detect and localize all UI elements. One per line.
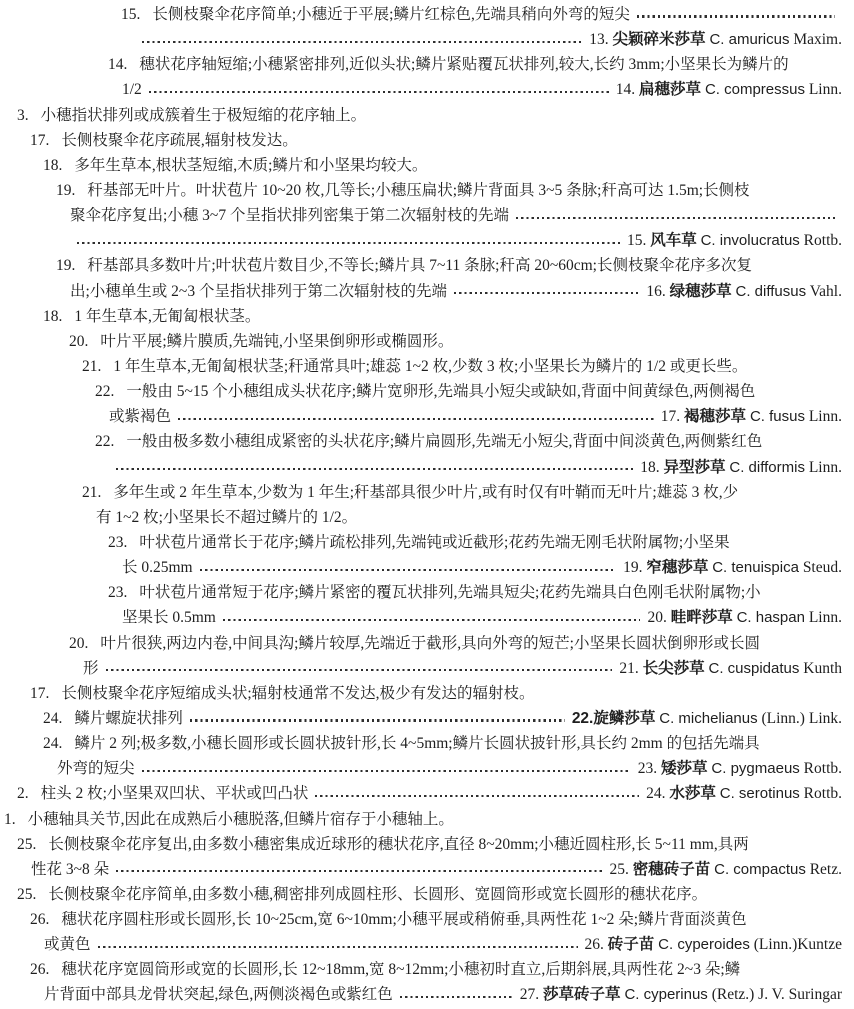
species-author: Retz.: [809, 860, 842, 878]
couplet-number: 26.: [30, 911, 50, 929]
species-name-latin: C. difformis: [729, 458, 805, 476]
species-name-latin: C. fusus: [749, 408, 805, 426]
key-line-text: 性花 3~8 朵: [31, 860, 110, 878]
key-line: [0, 2, 854, 27]
key-line-text: 长侧枝聚伞花序复出,由多数小穗密集成近球形的穗状花序,直径 8~20mm;小穗近圆柱形,长 5~11 mm,具两: [48, 835, 749, 853]
species-author: (Linn.) Link.: [761, 709, 842, 727]
key-line: [0, 52, 854, 77]
species-name-cn: 扁穗莎草: [639, 81, 702, 99]
key-line: [0, 228, 854, 253]
species-name-latin: C. serotinus: [719, 785, 800, 803]
species-number: 26.: [584, 936, 604, 954]
key-line: [0, 77, 854, 102]
key-line: [0, 756, 854, 781]
couplet-number: 24.: [43, 709, 63, 727]
species-author: Rottb.: [803, 232, 842, 250]
couplet-number: 25.: [17, 835, 37, 853]
species-entry: [623, 555, 842, 580]
species-name-cn: 褐穗莎草: [684, 408, 747, 426]
species-author: (Retz.) J. V. Suringar: [711, 986, 842, 1004]
key-line-text: 小穗轴具关节,因此在成熟后小穗脱落,但鳞片宿存于小穗轴上。: [27, 810, 454, 828]
species-name-latin: C. haspan: [736, 609, 805, 627]
key-line: [0, 429, 854, 454]
species-name-latin: C. cyperoides: [658, 936, 750, 954]
species-author: (Linn.)Kuntze: [753, 936, 842, 954]
dot-leader: [637, 15, 835, 17]
dot-leader: [77, 242, 620, 244]
key-line: [0, 656, 854, 681]
species-name-latin: C. michelianus: [659, 709, 758, 727]
key-line: [0, 907, 854, 932]
dot-leader: [98, 946, 578, 948]
key-line-text: 形: [83, 659, 99, 677]
dot-leader: [142, 41, 582, 43]
species-name-cn: 莎草砖子草: [543, 986, 621, 1004]
species-name-cn: 矮莎草: [661, 760, 708, 778]
key-line: [0, 379, 854, 404]
dot-leader: [315, 795, 639, 797]
couplet-number: 22.: [95, 433, 115, 451]
couplet-number: 25.: [17, 885, 37, 903]
key-line: [0, 832, 854, 857]
key-line-text: 多年生草本,根状茎短缩,木质;鳞片和小坚果均较大。: [74, 156, 428, 174]
species-name-latin: C. diffusus: [735, 282, 807, 300]
species-name-cn: 密穗砖子苗: [632, 860, 711, 878]
couplet-number: 3.: [17, 106, 29, 124]
species-number: 17.: [660, 408, 681, 426]
species-number: 14.: [615, 81, 636, 99]
key-line-text: 长侧枝聚伞花序简单,由多数小穗,稠密排列成圆柱形、长圆形、宽圆筒形或宽长圆形的穗状花序。: [48, 885, 708, 903]
key-line: [0, 580, 854, 605]
species-author: Linn.: [808, 81, 842, 99]
species-number: 15.: [626, 232, 647, 250]
key-line: [0, 882, 854, 907]
species-author: Linn.: [808, 408, 842, 426]
species-entry: [585, 932, 842, 957]
species-number: 23.: [637, 760, 658, 778]
species-number: 16.: [646, 282, 666, 300]
key-line-text: 或紫褐色: [109, 408, 172, 426]
species-entry: [627, 228, 842, 253]
species-entry: [640, 455, 842, 480]
flora-key-lines: [0, 2, 854, 1008]
key-line: [0, 354, 854, 379]
key-line: [0, 253, 854, 278]
species-entry: [619, 656, 842, 681]
couplet-number: 14.: [108, 56, 128, 74]
key-line-text: 或黄色: [44, 936, 91, 954]
species-number: 20.: [647, 609, 667, 627]
key-line: [0, 807, 854, 832]
key-line-text: 1 年生草本,无匍匐根状茎;秆通常具叶;雄蕊 1~2 枚,少数 3 枚;小坚果长为鳞片的 1/2 或更长些。: [113, 357, 748, 375]
key-line: [0, 957, 854, 982]
species-name-cn: 长尖莎草: [642, 659, 705, 677]
couplet-number: 1.: [4, 810, 16, 828]
key-line: [0, 329, 854, 354]
key-line-text: 1 年生草本,无匍匐根状茎。: [74, 307, 261, 325]
key-line: [0, 505, 854, 530]
key-line-text: 叶状苞片通常短于花序;鳞片紧密的覆瓦状排列,先端具短尖;花药先端具白色刚毛状附属物;小: [139, 584, 761, 602]
couplet-number: 17.: [30, 684, 50, 702]
dot-leader: [142, 770, 631, 772]
species-name-cn: 水莎草: [669, 785, 716, 803]
species-author: Steud.: [802, 559, 842, 577]
couplet-number: 24.: [43, 735, 63, 753]
couplet-number: 26.: [30, 961, 50, 979]
key-line: [0, 153, 854, 178]
species-name-latin: C. tenuispica: [712, 559, 799, 577]
couplet-number: 17.: [30, 131, 50, 149]
species-entry: [616, 77, 842, 102]
couplet-number: 23.: [108, 533, 128, 551]
couplet-number: 19.: [56, 181, 76, 199]
couplet-number: 21.: [82, 357, 102, 375]
dot-leader: [200, 569, 616, 571]
couplet-number: 19.: [56, 257, 76, 275]
couplet-number: 2.: [17, 785, 29, 803]
species-entry: [572, 706, 842, 731]
key-line-text: 出;小穗单生或 2~3 个呈指状排列于第二次辐射枝的先端: [70, 282, 447, 300]
key-line-text: 1/2: [122, 81, 142, 99]
species-number: 24.: [646, 785, 666, 803]
key-line: [0, 27, 854, 52]
species-number: 21.: [619, 659, 639, 677]
species-name-latin: C. compactus: [714, 860, 806, 878]
key-line-text: 聚伞花序复出;小穗 3~7 个呈指状排列密集于第二次辐射枝的先端: [70, 207, 509, 225]
key-line-text: 一般由 5~15 个小穗组成头状花序;鳞片宽卵形,先端具小短尖或缺如,背面中间黄绿色,两侧褐色: [126, 383, 756, 401]
key-line-text: 穗状花序圆柱形或长圆形,长 10~25cm,宽 6~10mm;小穗平展或稍俯垂,具两性花 1~2 朵;鳞片背面淡黄色: [61, 911, 747, 929]
key-line: [0, 706, 854, 731]
dot-leader: [516, 217, 835, 219]
dot-leader: [400, 996, 513, 998]
key-line-text: 长侧枝聚伞花序短缩成头状;辐射枝通常不发达,极少有发达的辐射枝。: [61, 684, 535, 702]
key-line-text: 秆基部无叶片。叶状苞片 10~20 枚,几等长;小穗压扁状;鳞片背面具 3~5 条脉;秆高可达 1.5m;长侧枝: [87, 181, 750, 199]
species-name-cn: 砖子苗: [607, 936, 655, 954]
species-name-cn: 尖颖碎米莎草: [612, 31, 706, 49]
couplet-number: 20.: [69, 332, 89, 350]
key-line: [0, 203, 854, 228]
key-line: [0, 781, 854, 806]
species-entry: [646, 279, 842, 304]
species-author: Maxim.: [793, 31, 842, 49]
dot-leader: [223, 619, 641, 621]
species-author: Linn.: [808, 609, 842, 627]
couplet-number: 20.: [69, 634, 89, 652]
species-author: Rottb.: [803, 785, 842, 803]
species-name-latin: C. cuspidatus: [708, 659, 800, 677]
key-line-text: 多年生或 2 年生草本,少数为 1 年生;秆基部具很少叶片,或有时仅有叶鞘而无叶片;雄蕊 3 枚,少: [113, 483, 739, 501]
key-line: [0, 404, 854, 429]
dot-leader: [454, 292, 639, 294]
dot-leader: [116, 870, 602, 872]
key-line: [0, 932, 854, 957]
key-line-text: 叶状苞片通常长于花序;鳞片疏松排列,先端钝或近截形;花药先端无刚毛状附属物;小坚果: [139, 533, 730, 551]
species-number: 27.: [519, 986, 540, 1004]
species-name-latin: C. cyperinus: [624, 986, 708, 1004]
species-entry: [520, 982, 842, 1007]
species-entry: [647, 605, 842, 630]
species-entry: [661, 404, 842, 429]
species-name-latin: C. amuricus: [709, 31, 790, 49]
key-line-text: 长侧枝聚伞花序简单;小穗近于平展;鳞片红棕色,先端具稍向外弯的短尖: [152, 6, 630, 23]
key-line: [0, 555, 854, 580]
key-line-text: 秆基部具多数叶片;叶状苞片数目少,不等长;鳞片具 7~11 条脉;秆高 20~60cm;长侧枝聚伞花序多次复: [87, 257, 752, 275]
species-number: 19.: [623, 559, 643, 577]
key-line-text: 外弯的短尖: [57, 760, 135, 778]
species-entry: [610, 857, 843, 882]
key-line-text: 小穗指状排列或成簇着生于极短缩的花序轴上。: [40, 106, 367, 124]
key-line-text: 柱头 2 枚;小坚果双凹状、平状或凹凸状: [40, 785, 309, 803]
species-name-latin: C. pygmaeus: [711, 760, 800, 778]
key-line: [0, 731, 854, 756]
species-author: Vahl.: [809, 282, 842, 300]
dot-leader: [106, 669, 613, 671]
couplet-number: 18.: [43, 156, 63, 174]
species-number: 13.: [589, 31, 609, 49]
key-line: [0, 304, 854, 329]
species-name-latin: C. compressus: [704, 81, 805, 99]
species-name-cn: 绿穗莎草: [669, 282, 732, 300]
key-line: [0, 480, 854, 505]
key-line-text: 鳞片 2 列;极多数,小穗长圆形或长圆状披针形,长 4~5mm;鳞片长圆状披针形,具长约 2mm 的包括先端具: [74, 735, 760, 753]
key-line-text: 长侧枝聚伞花序疏展,辐射枝发达。: [61, 131, 298, 149]
key-line: [0, 631, 854, 656]
key-line: [0, 103, 854, 128]
species-number: 18.: [640, 458, 660, 476]
dot-leader: [190, 719, 565, 721]
key-line-text: 片背面中部具龙骨状突起,绿色,两侧淡褐色或紫红色: [44, 986, 393, 1004]
species-name-cn: 22.旋鳞莎草: [571, 709, 656, 727]
key-line: [0, 178, 854, 203]
species-name-latin: C. involucratus: [700, 232, 800, 250]
key-line-text: 有 1~2 枚;小坚果长不超过鳞片的 1/2。: [96, 508, 358, 526]
key-line: [0, 128, 854, 153]
couplet-number: 21.: [82, 483, 102, 501]
key-line-text: 叶片很狭,两边内卷,中间具沟;鳞片较厚,先端近于截形,具向外弯的短芒;小坚果长圆状倒卵形或长圆: [100, 634, 760, 652]
key-line: [0, 455, 854, 480]
key-line: [0, 681, 854, 706]
key-line-text: 叶片平展;鳞片膜质,先端钝,小坚果倒卵形或椭圆形。: [100, 332, 454, 350]
species-author: Linn.: [808, 458, 842, 476]
key-line: [0, 605, 854, 630]
key-line-text: 穗状花序轴短缩;小穗紧密排列,近似头状;鳞片紧贴覆瓦状排列,较大,长约 3mm;小坚果长为鳞片的: [139, 56, 789, 74]
couplet-number: 15.: [121, 6, 141, 23]
species-author: Kunth: [803, 659, 842, 677]
couplet-number: 22.: [95, 383, 115, 401]
key-line-text: 穗状花序宽圆筒形或宽的长圆形,长 12~18mm,宽 8~12mm;小穗初时直立,后期斜展,具两性花 2~3 朵;鳞: [61, 961, 741, 979]
species-entry: [589, 27, 842, 52]
species-entry: [638, 756, 842, 781]
species-name-cn: 畦畔莎草: [670, 609, 733, 627]
species-name-cn: 异型莎草: [663, 458, 726, 476]
key-line: [0, 530, 854, 555]
key-line: [0, 857, 854, 882]
key-line: [0, 982, 854, 1007]
key-line-text: 鳞片螺旋状排列: [74, 709, 183, 727]
couplet-number: 23.: [108, 584, 128, 602]
species-author: Rottb.: [803, 760, 842, 778]
key-line: [0, 279, 854, 304]
species-entry: [646, 781, 842, 806]
key-line-text: 坚果长 0.5mm: [122, 609, 216, 627]
dot-leader: [178, 418, 654, 420]
species-name-cn: 风车草: [650, 232, 697, 250]
dot-leader: [116, 468, 633, 470]
dot-leader: [149, 91, 609, 93]
species-name-cn: 窄穗莎草: [646, 559, 709, 577]
key-line-text: 一般由极多数小穗组成紧密的头状花序;鳞片扁圆形,先端无小短尖,背面中间淡黄色,两侧紫红色: [126, 433, 763, 451]
key-line-text: 长 0.25mm: [122, 559, 193, 577]
species-number: 25.: [609, 860, 629, 878]
couplet-number: 18.: [43, 307, 63, 325]
